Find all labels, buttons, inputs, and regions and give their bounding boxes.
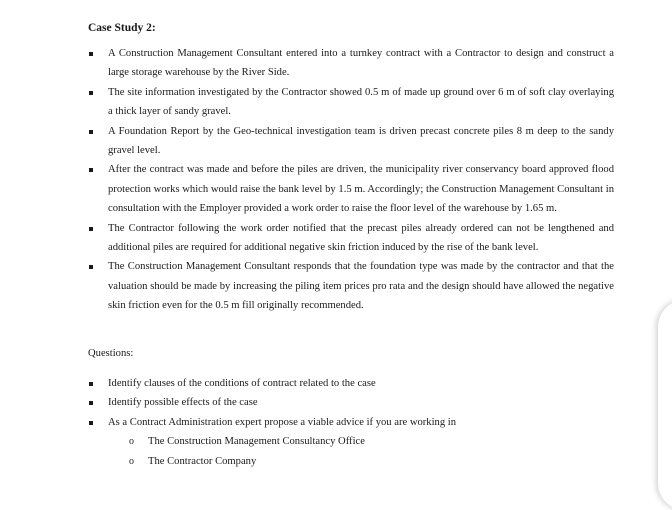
case-point: The Contractor following the work order notified that the precast piles already ordered can not be lengthened and additional piles are required for additional negative skin friction induced by the rise of the bank level. [88,219,614,258]
questions-heading: Questions: [88,348,134,359]
case-point: After the contract was made and before the piles are driven, the municipality river conservancy board approved flood protection works which would raise the bank level by 1.5 m. Accordingly; the Construction Management Consultant in consultation with the Employer provided a work order to raise the floor level of the warehouse by 1.65 m. [88,160,614,218]
question-item: As a Contract Administration expert propose a viable advice if you are working in [88,413,614,432]
question-item: Identify clauses of the conditions of contract related to the case [88,374,614,393]
case-study-heading: Case Study 2: [88,22,156,34]
case-point: The site information investigated by the Contractor showed 0.5 m of made up ground over 6 m of soft clay overlaying a thick layer of sandy gravel. [88,83,614,122]
case-points-list [88,44,614,316]
case-point: A Foundation Report by the Geo-technical investigation team is driven precast concrete piles 8 m deep to the sandy gravel level. [88,122,614,161]
sub-questions-list [128,432,365,472]
case-point: The Construction Management Consultant responds that the foundation type was made by the contractor and that the valuation should be made by increasing the piling item prices pro rata and the design should have allowed the negative skin friction even for the 0.5 m fill originally recommended. [88,257,614,315]
page-edge-shadow [658,300,672,510]
question-item: Identify possible effects of the case [88,393,614,412]
sub-question-item: o The Contractor Company [128,452,365,472]
questions-list [88,374,614,432]
case-point: A Construction Management Consultant entered into a turnkey contract with a Contractor to design and construct a large storage warehouse by the River Side. [88,44,614,83]
sub-question-item: o The Construction Management Consultancy Office [128,432,365,452]
